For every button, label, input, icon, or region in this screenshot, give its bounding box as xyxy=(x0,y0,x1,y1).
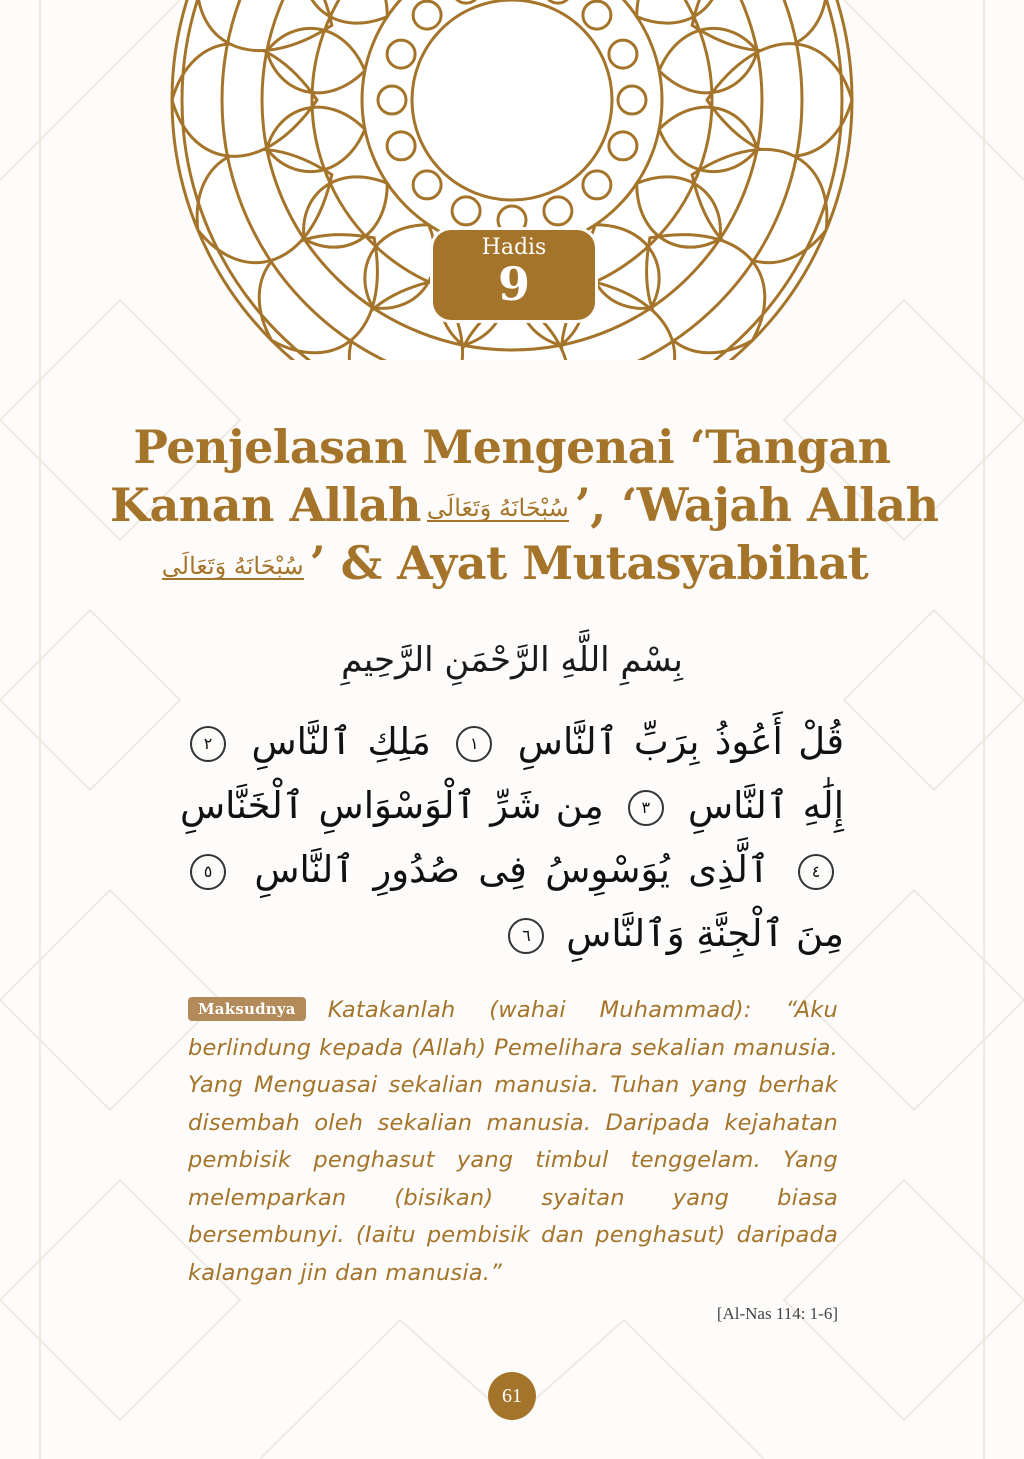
ayah-number-marker: ٣ xyxy=(628,790,664,826)
hadis-number: 9 xyxy=(497,257,530,311)
ayah-text: إِلَٰهِ ٱلنَّاسِ xyxy=(687,784,844,827)
ayah-number-marker: ٥ xyxy=(190,854,226,890)
title-line-1: Penjelasan Mengenai ‘Tangan xyxy=(133,420,891,474)
title-line-3-end: ’ & Ayat Mutasyabihat xyxy=(309,536,869,590)
page-title xyxy=(110,418,939,592)
title-line-3 xyxy=(110,534,914,592)
title-line-2 xyxy=(110,476,939,534)
basmala: بِسْمِ اللَّهِ الرَّحْمَنِ الرَّحِيمِ xyxy=(341,640,683,680)
verse-reference: [Al-Nas 114: 1-6] xyxy=(716,1304,838,1323)
translation-paragraph xyxy=(188,992,838,1292)
hadis-label: Hadis xyxy=(481,235,547,260)
title-line-2-start: Kanan Allah xyxy=(110,478,421,532)
ayah-text: مِنَ ٱلْجِنَّةِ وَٱلنَّاسِ xyxy=(566,912,844,955)
quran-verses xyxy=(180,710,844,966)
ayah-number-marker: ٢ xyxy=(190,726,226,762)
maksudnya-badge: Maksudnya xyxy=(188,997,306,1021)
translation-text: Katakanlah (wahai Muhammad): “Aku berlindung kepada (Allah) Pemelihara sekalian manusia. Yang Menguasai sekalian manusia. Tuhan yang berhak disembah oleh sekalian manusia. Daripada kejahatan pembisik penghasut yang timbul tenggelam. Yang melemparkan (bisikan) syaitan yang biasa bersembunyi. (Iaitu pembisik dan penghasut) daripada kalangan jin dan manusia.” xyxy=(188,997,838,1286)
ayah-number-marker: ٤ xyxy=(798,854,834,890)
ayah-text: مِن شَرِّ ٱلْوَسْوَاسِ ٱلْخَنَّاسِ xyxy=(180,784,604,827)
ayah-text: قُلْ أَعُوذُ بِرَبِّ ٱلنَّاسِ xyxy=(517,720,845,763)
ayah-text: مَلِكِ ٱلنَّاسِ xyxy=(251,720,431,763)
ayah-number-marker: ١ xyxy=(456,726,492,762)
title-line-2-end: ’, ‘Wajah Allah xyxy=(574,478,939,532)
hadis-number-badge xyxy=(433,230,595,320)
ayah-text: ٱلَّذِى يُوَسْوِسُ فِى صُدُورِ ٱلنَّاسِ xyxy=(254,848,770,891)
honorific-subhanahu-icon: سُبْحَانَهُ وَتَعَالَى xyxy=(161,552,304,580)
page-number: 61 xyxy=(488,1372,536,1420)
ayah-number-marker: ٦ xyxy=(508,918,544,954)
honorific-subhanahu-icon: سُبْحَانَهُ وَتَعَالَى xyxy=(426,494,569,522)
